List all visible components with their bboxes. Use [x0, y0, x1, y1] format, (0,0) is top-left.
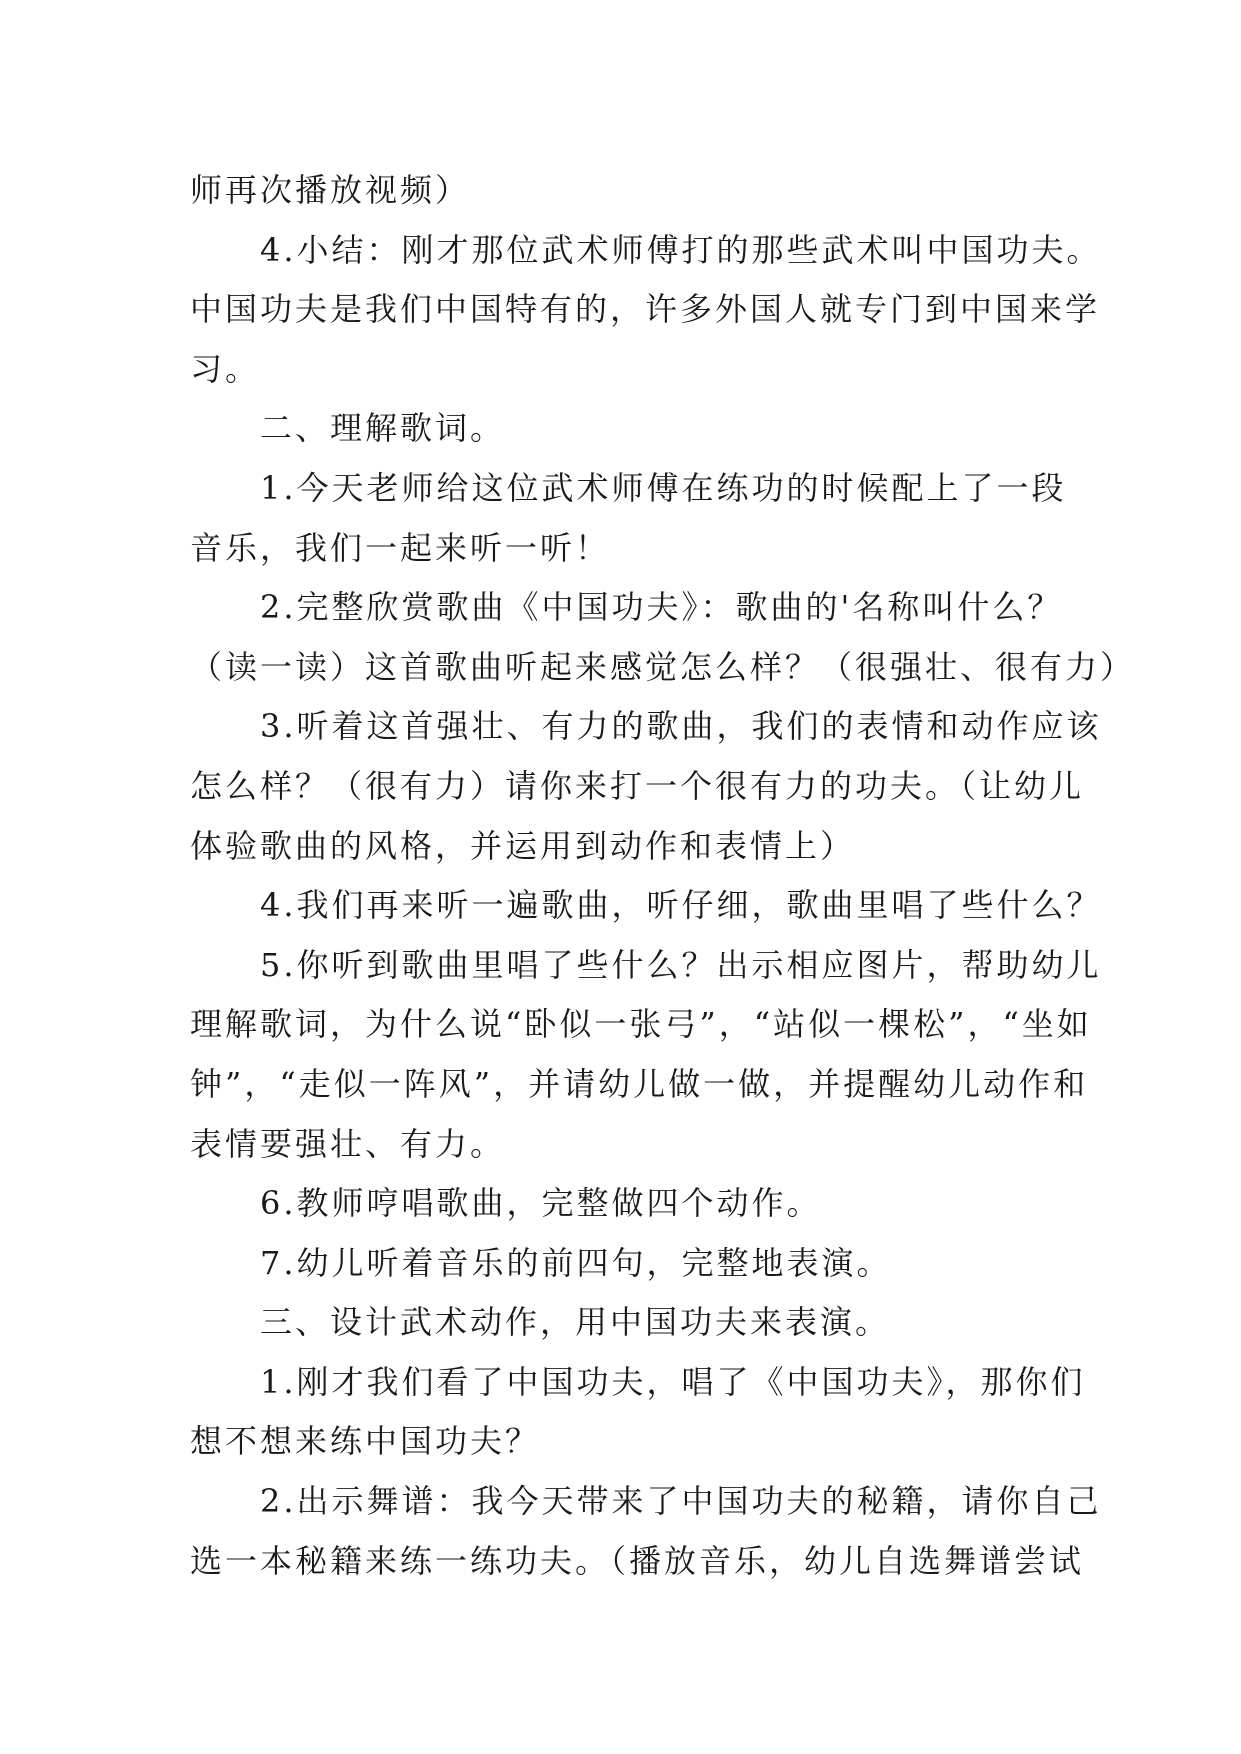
text-line: 怎么样？（很有力）请你来打一个很有力的功夫。（让幼儿	[190, 766, 1085, 805]
text-line: 体验歌曲的风格，并运用到动作和表情上）	[190, 826, 856, 865]
text-line: 6.教师哼唱歌曲，完整做四个动作。	[260, 1184, 822, 1223]
text-line: 音乐，我们一起来听一听！	[190, 528, 611, 567]
text-line: 3.听着这首强壮、有力的歌曲，我们的表情和动作应该	[260, 707, 1102, 746]
text-line: 表情要强壮、有力。	[190, 1124, 506, 1163]
text-line: 理解歌词，为什么说“卧似一张弓”，“站似一棵松”，“坐如	[190, 1005, 1092, 1044]
text-line: 1.今天老师给这位武术师傅在练功的时候配上了一段	[260, 468, 1067, 507]
text-line: （读一读）这首歌曲听起来感觉怎么样？（很强壮、很有力）	[190, 647, 1136, 686]
text-line: 4.小结：刚才那位武术师傅打的那些武术叫中国功夫。	[260, 230, 1102, 269]
text-line: 2.出示舞谱：我今天带来了中国功夫的秘籍，请你自己	[260, 1482, 1102, 1521]
text-line: 4.我们再来听一遍歌曲，听仔细，歌曲里唱了些什么？	[260, 886, 1102, 925]
text-line: 5.你听到歌曲里唱了些什么？出示相应图片，帮助幼儿	[260, 945, 1102, 984]
text-line: 1.刚才我们看了中国功夫，唱了《中国功夫》，那你们	[260, 1362, 1086, 1401]
section-heading: 二、理解歌词。	[260, 409, 506, 448]
text-line: 钟”，“走似一阵风”，并请幼儿做一做，并提醒幼儿动作和	[190, 1064, 1089, 1103]
text-line: 选一本秘籍来练一练功夫。（播放音乐，幼儿自选舞谱尝试	[190, 1541, 1085, 1580]
document-page	[190, 161, 1136, 1591]
section-heading: 三、设计武术动作，用中国功夫来表演。	[260, 1303, 891, 1342]
text-line: 中国功夫是我们中国特有的，许多外国人就专门到中国来学	[190, 290, 1101, 329]
text-line: 习。	[190, 349, 261, 388]
text-line: 想不想来练中国功夫？	[190, 1422, 541, 1461]
text-line: 2.完整欣赏歌曲《中国功夫》：歌曲的'名称叫什么？	[260, 588, 1063, 627]
text-line: 师再次播放视频）	[190, 171, 471, 209]
text-line: 7.幼儿听着音乐的前四句，完整地表演。	[260, 1243, 892, 1282]
